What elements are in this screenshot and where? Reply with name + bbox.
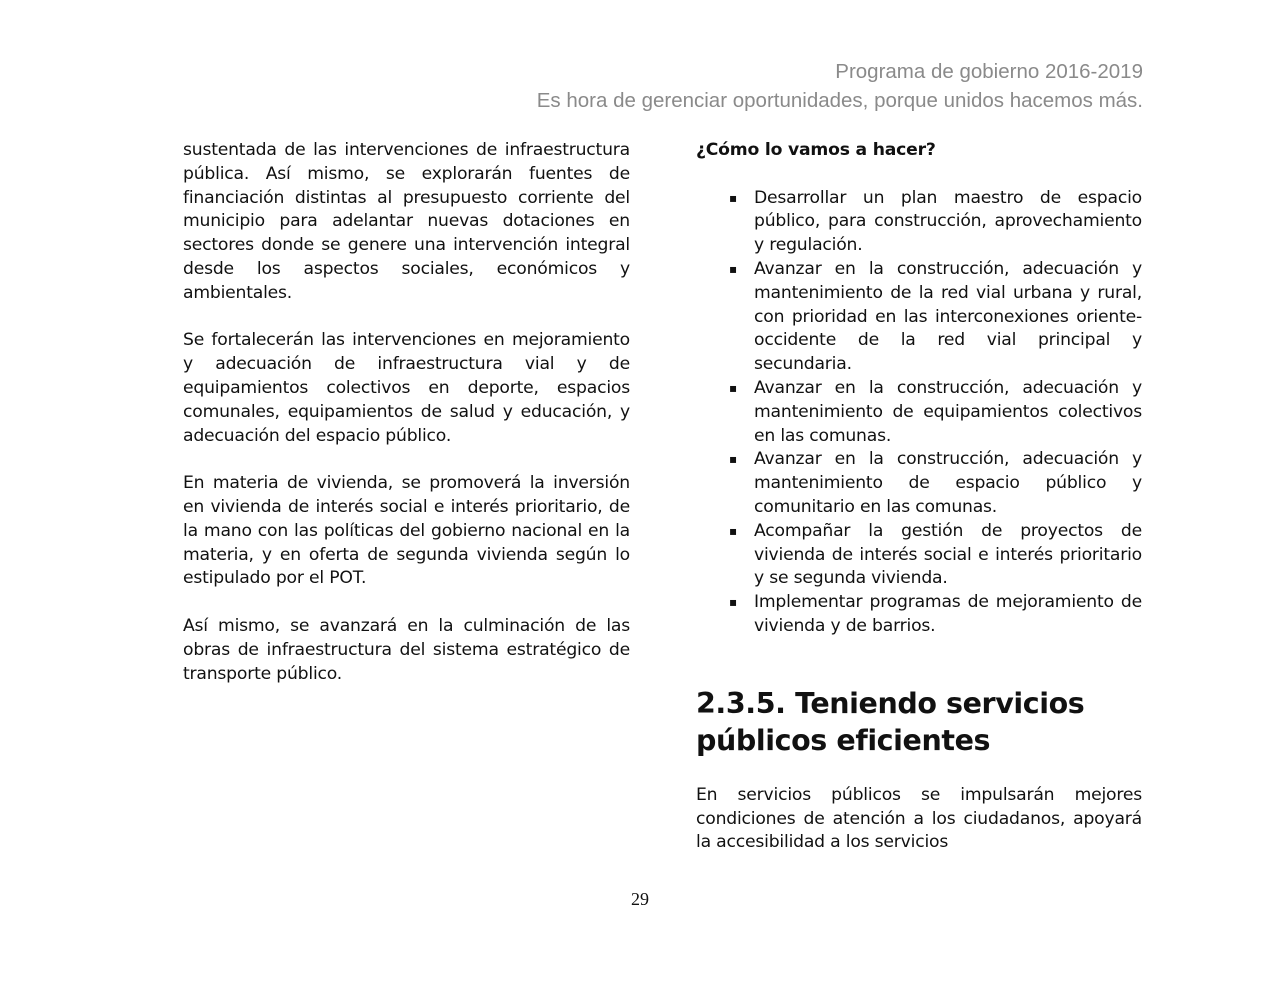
square-bullet-icon: ▪ [729, 190, 737, 205]
list-item-text: Avanzar en la construcción, adecuación y mantenimiento de espacio público y comunitario en las comunas. [754, 449, 1142, 517]
header-program-title: Programa de gobierno 2016-2019 [835, 60, 1143, 83]
list-item [696, 448, 1142, 519]
square-bullet-icon: ▪ [729, 523, 737, 538]
how-heading: ¿Cómo lo vamos a hacer? [696, 140, 936, 160]
list-item-text: Avanzar en la construcción, adecuación y mantenimiento de equipamientos colectivos en las comunas. [754, 377, 1142, 446]
list-item [696, 187, 1142, 258]
action-list [696, 187, 1142, 639]
square-bullet-icon: ▪ [729, 452, 737, 467]
list-item-text: Avanzar en la construcción, adecuación y mantenimiento de la red vial urbana y rural, con prioridad en las interconexiones oriente-occidente de la red vial principal y secundaria. [754, 258, 1142, 375]
header-slogan: Es hora de gerenciar oportunidades, porque unidos hacemos más. [536, 89, 1143, 112]
left-column [183, 139, 630, 710]
list-item-text: Acompañar la gestión de proyectos de vivienda de interés social e interés prioritario y se segunda vivienda. [754, 520, 1142, 589]
list-item-text: Implementar programas de mejoramiento de vivienda y de barrios. [754, 592, 1142, 636]
body-paragraph: En materia de vivienda, se promoverá la inversión en vivienda de interés social e interés prioritario, de la mano con las políticas del gobierno nacional en la materia, y en oferta de segunda vivienda según lo estipulado por el POT. [183, 473, 630, 589]
body-paragraph: Se fortalecerán las intervenciones en mejoramiento y adecuación de infraestructura vial y de equipamientos colectivos en deporte, espacios comunales, equipamientos de salud y educación, y adecuación del espacio público. [183, 330, 630, 446]
list-item-text: Desarrollar un plan maestro de espacio público, para construcción, aprovechamiento y regulación. [754, 187, 1142, 256]
list-item [696, 591, 1142, 639]
list-item [696, 520, 1142, 591]
body-paragraph: Así mismo, se avanzará en la culminación de las obras de infraestructura del sistema estratégico de transporte público. [183, 615, 630, 684]
page-header [537, 57, 1143, 115]
list-item [696, 377, 1142, 448]
right-column [696, 139, 1142, 879]
square-bullet-icon: ▪ [729, 595, 737, 610]
list-item [696, 258, 1142, 377]
section-title: 2.3.5. Teniendo servicios públicos eficientes [696, 686, 1085, 757]
square-bullet-icon: ▪ [729, 261, 737, 276]
square-bullet-icon: ▪ [729, 380, 737, 395]
body-paragraph: En servicios públicos se impulsarán mejores condiciones de atención a los ciudadanos, apoyará la accesibilidad a los servicios [696, 784, 1142, 853]
body-paragraph: sustentada de las intervenciones de infraestructura pública. Así mismo, se explorarán fuentes de financiación distintas al presupuesto corriente del municipio para adelantar nuevas dotaciones en sectores donde se genere una intervención integral desde los aspectos sociales, económicos y ambientales. [183, 140, 630, 303]
page-number: 29 [631, 889, 649, 909]
